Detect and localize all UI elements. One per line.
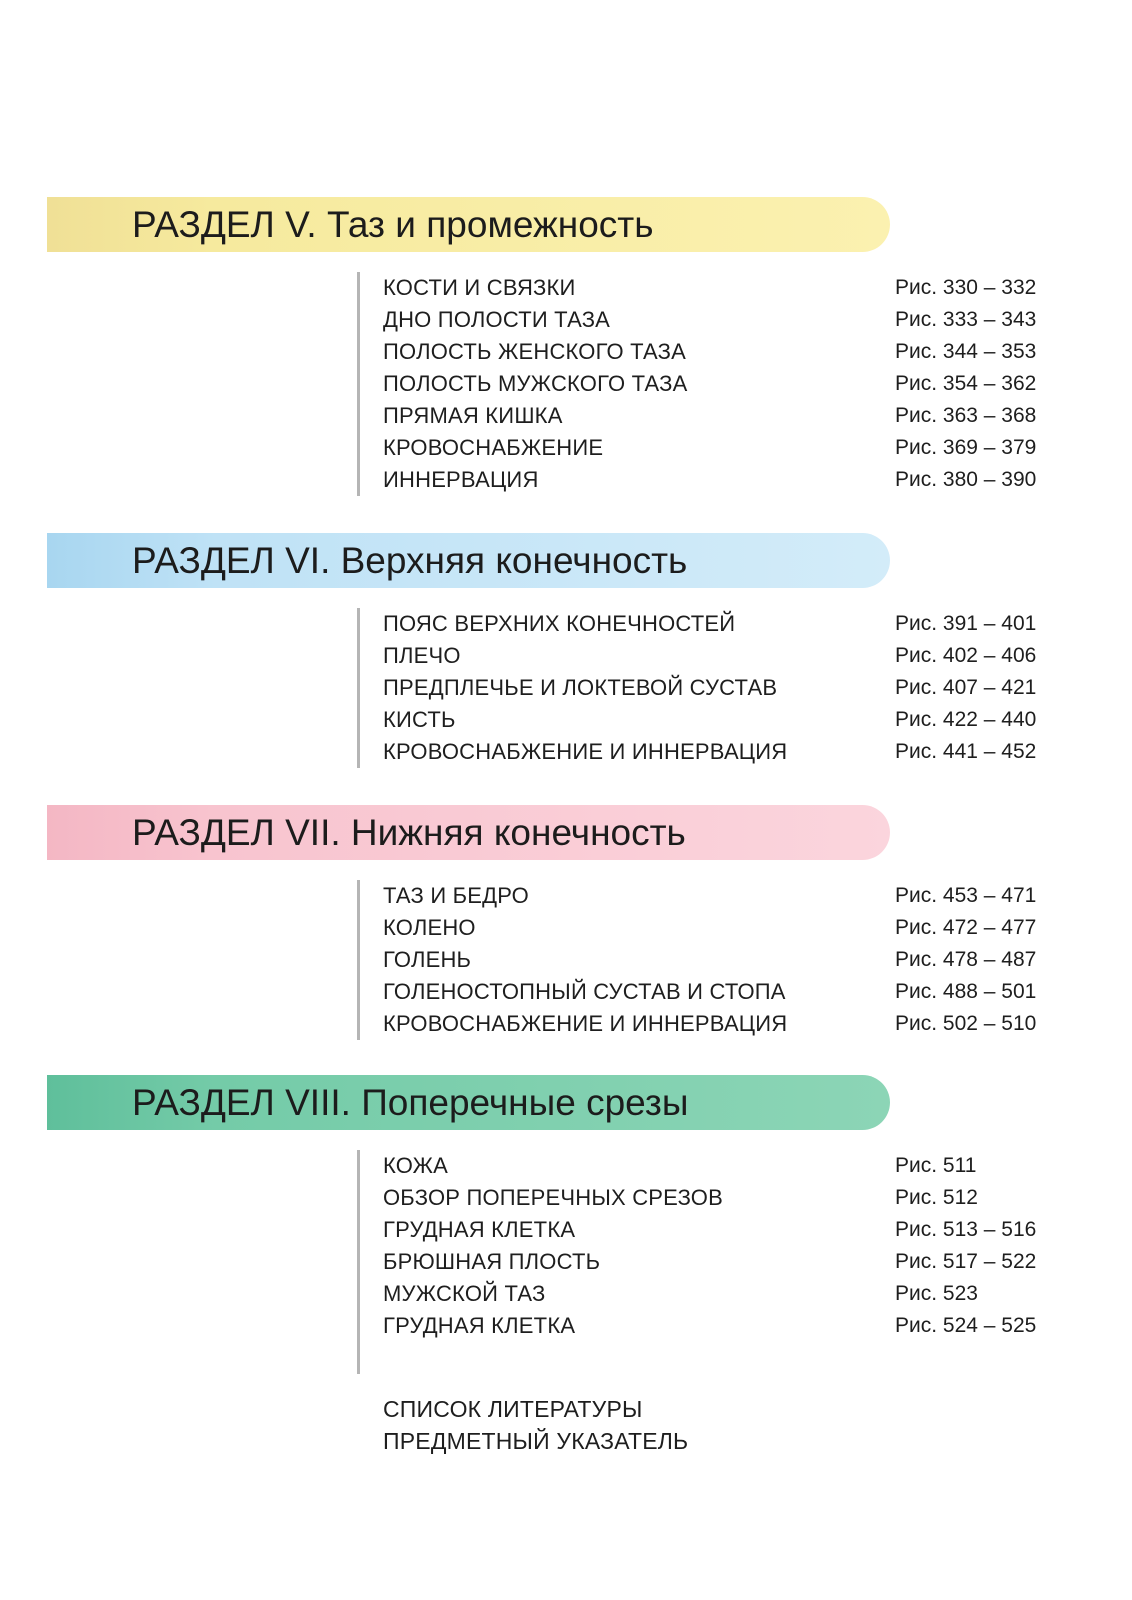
section-title: РАЗДЕЛ VI. Верхняя конечность (132, 540, 688, 581)
toc-entry[interactable] (360, 368, 1060, 400)
entry-label: ПОЛОСТЬ МУЖСКОГО ТАЗА (383, 371, 688, 396)
entry-label: ДНО ПОЛОСТИ ТАЗА (383, 307, 611, 332)
entry-figures: Рис. 380 – 390 (895, 468, 1037, 491)
entry-label: КИСТЬ (383, 707, 456, 732)
entry-label: МУЖСКОЙ ТАЗ (383, 1281, 546, 1306)
entry-label: ПРЕДПЛЕЧЬЕ И ЛОКТЕВОЙ СУСТАВ (383, 675, 778, 700)
entry-figures: Рис. 344 – 353 (895, 340, 1037, 363)
entry-list (357, 1150, 1060, 1374)
entry-label: ПОЛОСТЬ ЖЕНСКОГО ТАЗА (383, 339, 687, 364)
entry-label: БРЮШНАЯ ПЛОСТЬ (383, 1249, 601, 1274)
entry-figures: Рис. 402 – 406 (895, 644, 1037, 667)
toc-entry[interactable] (360, 704, 1060, 736)
entry-label: ОБЗОР ПОПЕРЕЧНЫХ СРЕЗОВ (383, 1185, 723, 1210)
toc-entry[interactable] (360, 912, 1060, 944)
entry-figures: Рис. 478 – 487 (895, 948, 1037, 971)
entry-list (357, 608, 1060, 768)
entry-label: ГРУДНАЯ КЛЕТКА (383, 1217, 576, 1242)
section-title: РАЗДЕЛ VIII. Поперечные срезы (132, 1082, 689, 1123)
entry-label: ГРУДНАЯ КЛЕТКА (383, 1313, 576, 1338)
entry-figures: Рис. 391 – 401 (895, 612, 1037, 635)
toc-entry[interactable] (360, 1246, 1060, 1278)
toc-entry[interactable] (360, 304, 1060, 336)
entry-figures: Рис. 512 (895, 1186, 978, 1209)
entry-label: КРОВОСНАБЖЕНИЕ И ИННЕРВАЦИЯ (383, 1011, 788, 1036)
toc-entry[interactable] (360, 1214, 1060, 1246)
bibliography-link[interactable]: СПИСОК ЛИТЕРАТУРЫ (383, 1396, 643, 1422)
entry-label: ПОЯС ВЕРХНИХ КОНЕЧНОСТЕЙ (383, 611, 736, 636)
toc-entry[interactable] (360, 432, 1060, 464)
entry-label: КРОВОСНАБЖЕНИЕ (383, 435, 604, 460)
entry-figures: Рис. 422 – 440 (895, 708, 1037, 731)
closing-entries (383, 1393, 688, 1457)
toc-entry[interactable] (360, 944, 1060, 976)
section-title: РАЗДЕЛ V. Таз и промежность (132, 204, 654, 245)
toc-entry[interactable] (360, 608, 1060, 640)
toc-entry[interactable] (360, 640, 1060, 672)
entry-figures: Рис. 407 – 421 (895, 676, 1037, 699)
toc-entry[interactable] (360, 1182, 1060, 1214)
entry-label: КОЖА (383, 1153, 448, 1178)
toc-entry[interactable] (360, 464, 1060, 496)
entry-figures: Рис. 511 (895, 1154, 977, 1177)
entry-label: ПЛЕЧО (383, 643, 461, 668)
entry-label: ТАЗ И БЕДРО (383, 883, 529, 908)
entry-label: ГОЛЕНЬ (383, 947, 472, 972)
entry-list (357, 272, 1060, 496)
toc-entry[interactable] (360, 1310, 1060, 1342)
entry-figures: Рис. 517 – 522 (895, 1250, 1037, 1273)
section-title: РАЗДЕЛ VII. Нижняя конечность (132, 812, 686, 853)
toc-entry[interactable] (360, 400, 1060, 432)
entry-label: КОСТИ И СВЯЗКИ (383, 275, 576, 300)
toc-entry[interactable] (360, 736, 1060, 768)
subject-index-link[interactable]: ПРЕДМЕТНЫЙ УКАЗАТЕЛЬ (383, 1428, 689, 1454)
entry-figures: Рис. 513 – 516 (895, 1218, 1037, 1241)
toc-entry[interactable] (360, 880, 1060, 912)
toc-entry[interactable] (360, 1008, 1060, 1040)
toc-entry[interactable] (360, 976, 1060, 1008)
entry-figures: Рис. 502 – 510 (895, 1012, 1037, 1035)
entry-figures: Рис. 472 – 477 (895, 916, 1037, 939)
entry-figures: Рис. 330 – 332 (895, 276, 1037, 299)
toc-entry[interactable] (360, 672, 1060, 704)
toc-entry-spacer (360, 1342, 1060, 1374)
entry-label: КОЛЕНО (383, 915, 476, 940)
entry-list (357, 880, 1060, 1040)
entry-label: ГОЛЕНОСТОПНЫЙ СУСТАВ И СТОПА (383, 979, 786, 1004)
entry-figures: Рис. 488 – 501 (895, 980, 1037, 1003)
entry-figures: Рис. 441 – 452 (895, 740, 1037, 763)
toc-entry[interactable] (360, 272, 1060, 304)
entry-figures: Рис. 363 – 368 (895, 404, 1037, 427)
entry-label: ИННЕРВАЦИЯ (383, 467, 539, 492)
entry-figures: Рис. 354 – 362 (895, 372, 1037, 395)
entry-figures: Рис. 523 (895, 1282, 978, 1305)
entry-figures: Рис. 369 – 379 (895, 436, 1037, 459)
entry-figures: Рис. 524 – 525 (895, 1314, 1037, 1337)
toc-entry[interactable] (360, 1150, 1060, 1182)
entry-figures: Рис. 453 – 471 (895, 884, 1037, 907)
toc-entry[interactable] (360, 336, 1060, 368)
entry-label: КРОВОСНАБЖЕНИЕ И ИННЕРВАЦИЯ (383, 739, 788, 764)
entry-figures: Рис. 333 – 343 (895, 308, 1037, 331)
toc-entry[interactable] (360, 1278, 1060, 1310)
entry-label: ПРЯМАЯ КИШКА (383, 403, 563, 428)
